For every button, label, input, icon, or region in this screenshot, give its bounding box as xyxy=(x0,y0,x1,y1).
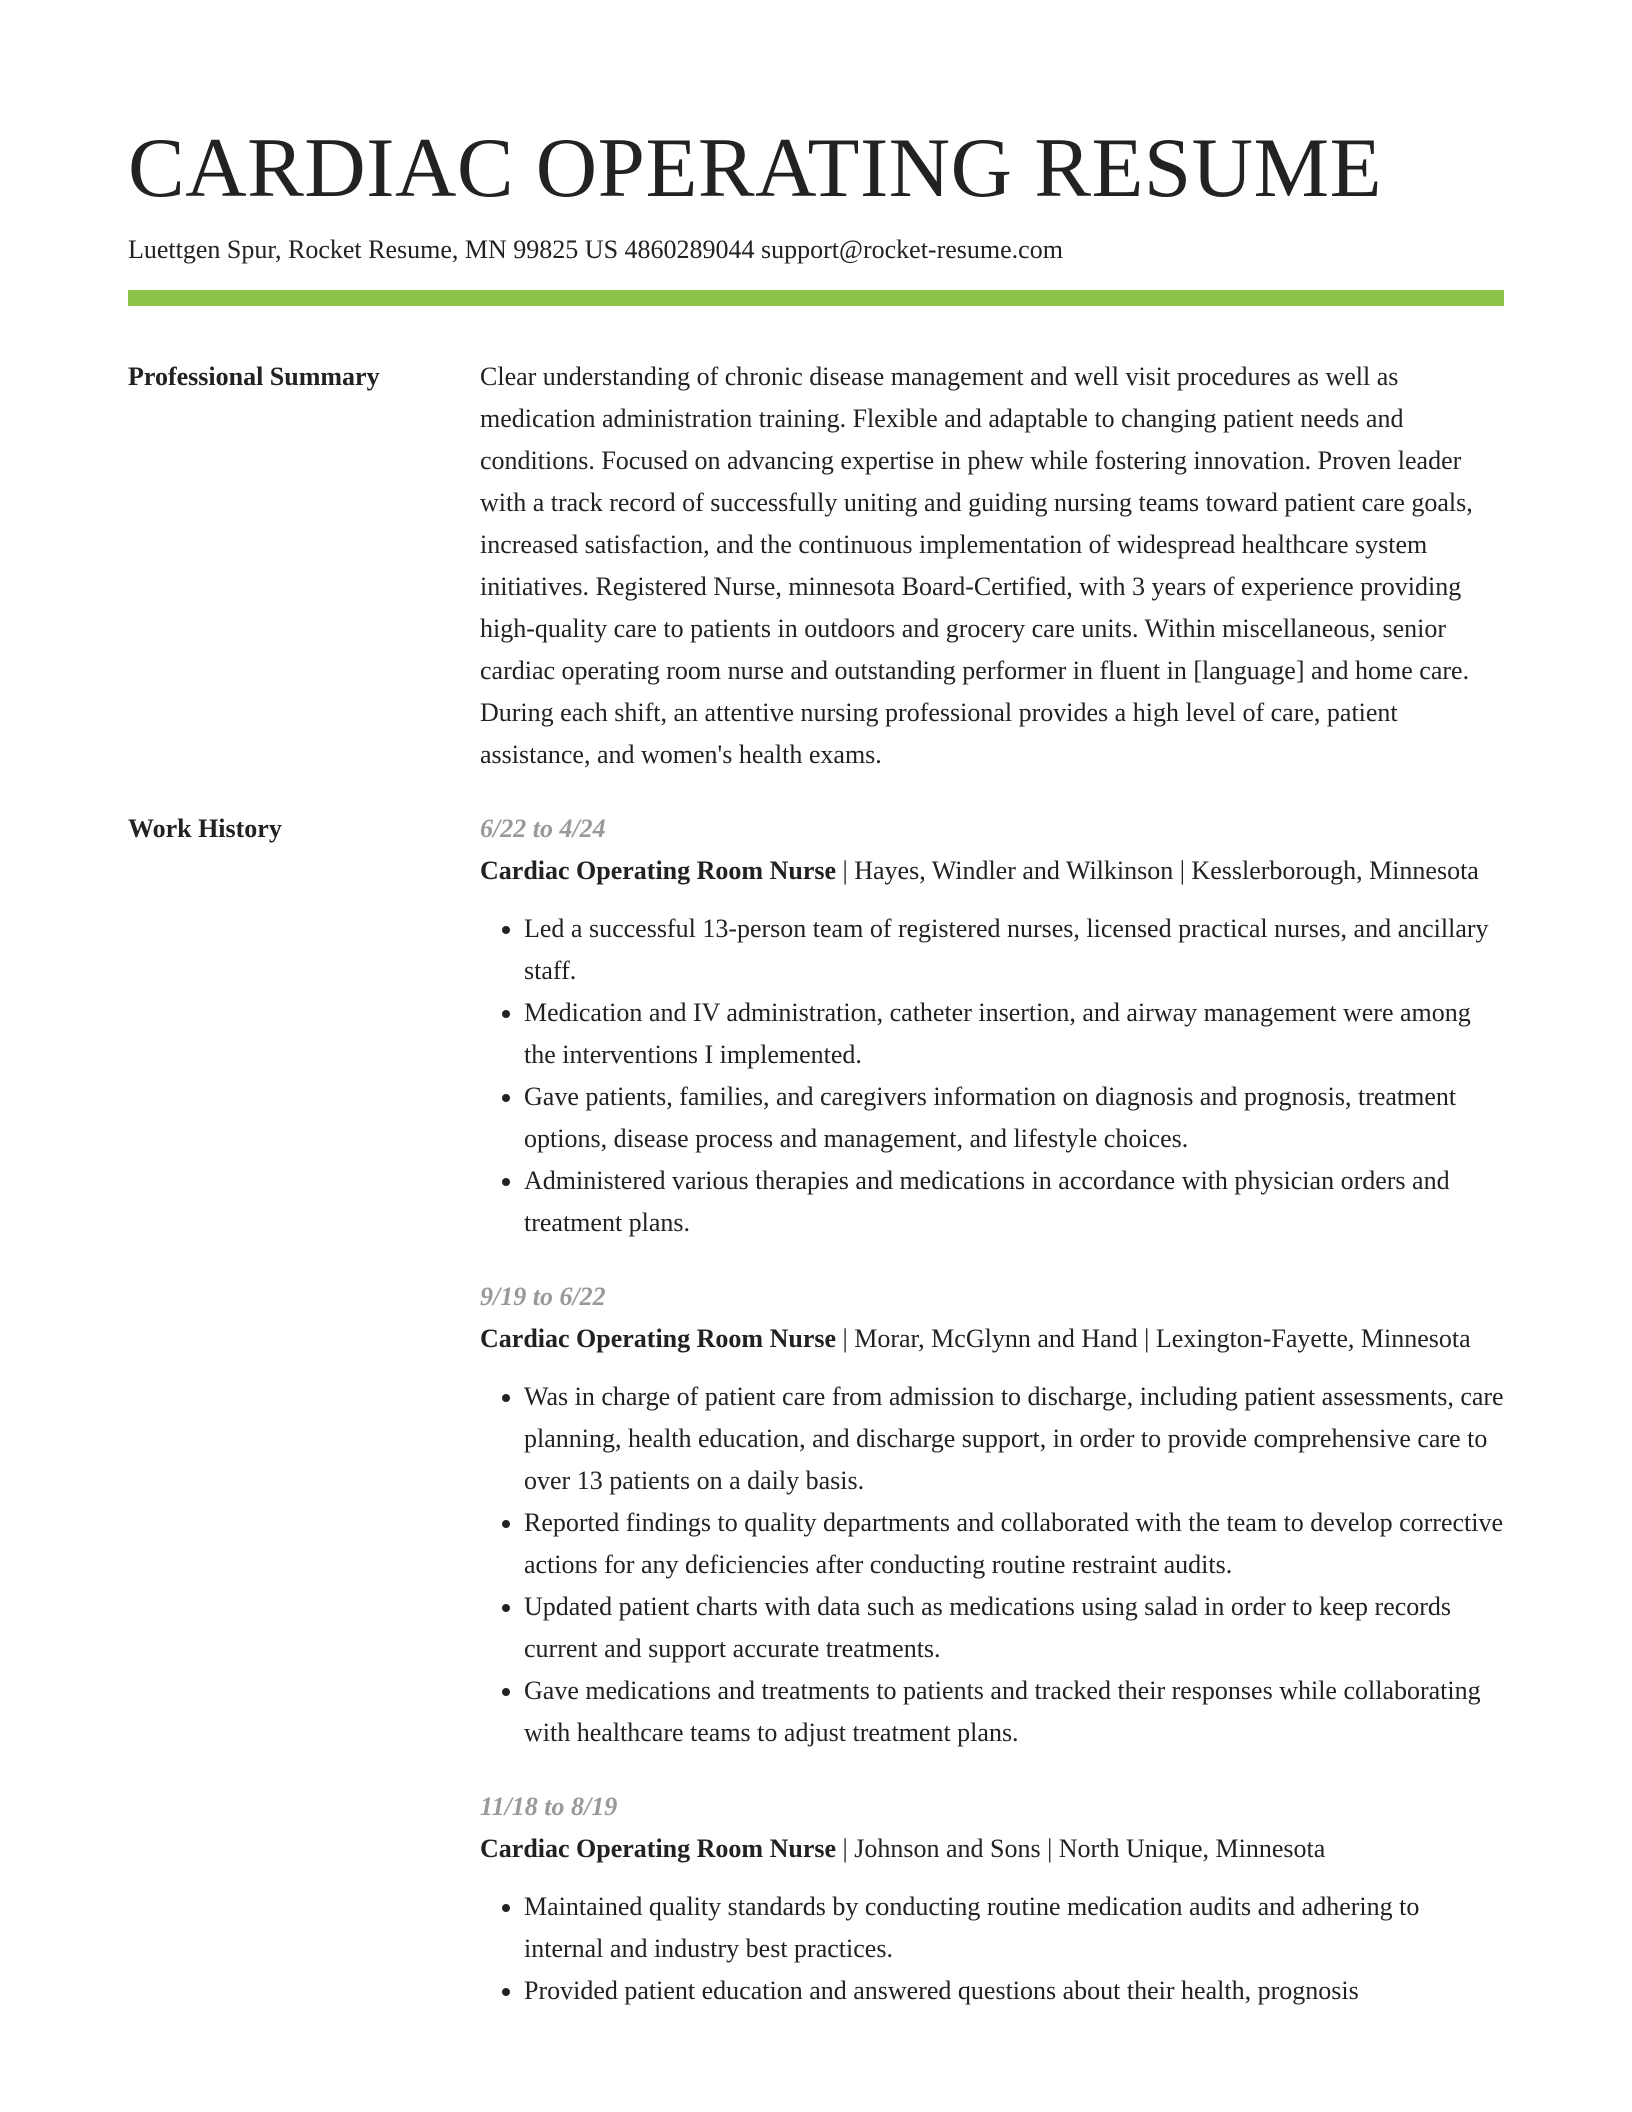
job-entry xyxy=(480,1276,1504,1754)
job-bullet: • Maintained quality standards by conducting routine medication audits and adhering to internal and industry best practices. xyxy=(524,1886,1504,1970)
job-bullet-list xyxy=(480,1886,1504,2012)
header-divider xyxy=(128,290,1504,306)
job-title-line xyxy=(480,850,1504,892)
job-employer-location: | Johnson and Sons | North Unique, Minnesota xyxy=(836,1834,1326,1863)
job-bullet: • Gave medications and treatments to patients and tracked their responses while collaborating with healthcare teams to adjust treatment plans. xyxy=(524,1670,1504,1754)
contact-line xyxy=(128,232,1504,268)
job-bullet: • Provided patient education and answered questions about their health, prognosis xyxy=(524,1970,1504,2012)
work-history-heading: Work History xyxy=(128,814,282,843)
work-history-section xyxy=(128,808,1504,2044)
contact-address: Luettgen Spur, Rocket Resume, MN 99825 US xyxy=(128,235,619,264)
job-bullet-list xyxy=(480,908,1504,1244)
summary-heading: Professional Summary xyxy=(128,362,380,391)
job-dates: 6/22 to 4/24 xyxy=(480,814,606,843)
job-bullet: • Updated patient charts with data such as medications using salad in order to keep records current and support accurate treatments. xyxy=(524,1586,1504,1670)
job-bullet: • Gave patients, families, and caregivers information on diagnosis and prognosis, treatment options, disease process and management, and lifestyle choices. xyxy=(524,1076,1504,1160)
job-bullet: • Administered various therapies and medications in accordance with physician orders and treatment plans. xyxy=(524,1160,1504,1244)
job-dates: 11/18 to 8/19 xyxy=(480,1792,618,1821)
job-employer-location: | Hayes, Windler and Wilkinson | Kesslerborough, Minnesota xyxy=(836,856,1479,885)
summary-section xyxy=(128,356,1504,776)
job-entry xyxy=(480,808,1504,1244)
job-bullet: • Was in charge of patient care from admission to discharge, including patient assessments, care planning, health education, and discharge support, in order to provide comprehensive care to over 13 patients on a daily basis. xyxy=(524,1376,1504,1502)
contact-phone: 4860289044 xyxy=(624,235,755,264)
job-entry xyxy=(480,1786,1504,2012)
job-bullet-list xyxy=(480,1376,1504,1754)
job-bullet: • Led a successful 13-person team of registered nurses, licensed practical nurses, and ancillary staff. xyxy=(524,908,1504,992)
job-bullet: • Reported findings to quality departments and collaborated with the team to develop corrective actions for any deficiencies after conducting routine restraint audits. xyxy=(524,1502,1504,1586)
job-dates: 9/19 to 6/22 xyxy=(480,1282,606,1311)
job-title-line xyxy=(480,1828,1504,1870)
job-title: Cardiac Operating Room Nurse xyxy=(480,1834,837,1863)
contact-email: support@rocket-resume.com xyxy=(761,235,1063,264)
job-title: Cardiac Operating Room Nurse xyxy=(480,856,837,885)
job-bullet: • Medication and IV administration, catheter insertion, and airway management were among the interventions I implemented. xyxy=(524,992,1504,1076)
job-title: Cardiac Operating Room Nurse xyxy=(480,1324,837,1353)
resume-title: CARDIAC OPERATING RESUME xyxy=(128,121,1383,215)
job-title-line xyxy=(480,1318,1504,1360)
summary-text: Clear understanding of chronic disease management and well visit procedures as well as medication administration training. Flexible and adaptable to changing patient needs and conditions. Focused on advancing expertise in phew while fostering innovation. Proven leader with a track record of successfully uniting and guiding nursing teams toward patient care goals, increased satisfaction, and the continuous implementation of widespread healthcare system initiatives. Registered Nurse, minnesota Board-Certified, with 3 years of experience providing high-quality care to patients in outdoors and grocery care units. Within miscellaneous, senior cardiac operating room nurse and outstanding performer in fluent in [language] and home care. During each shift, an attentive nursing professional provides a high level of care, patient assistance, and women's health exams. xyxy=(480,362,1473,769)
resume-page xyxy=(128,118,1504,2044)
job-employer-location: | Morar, McGlynn and Hand | Lexington-Fayette, Minnesota xyxy=(836,1324,1471,1353)
work-history-list xyxy=(480,808,1504,2044)
